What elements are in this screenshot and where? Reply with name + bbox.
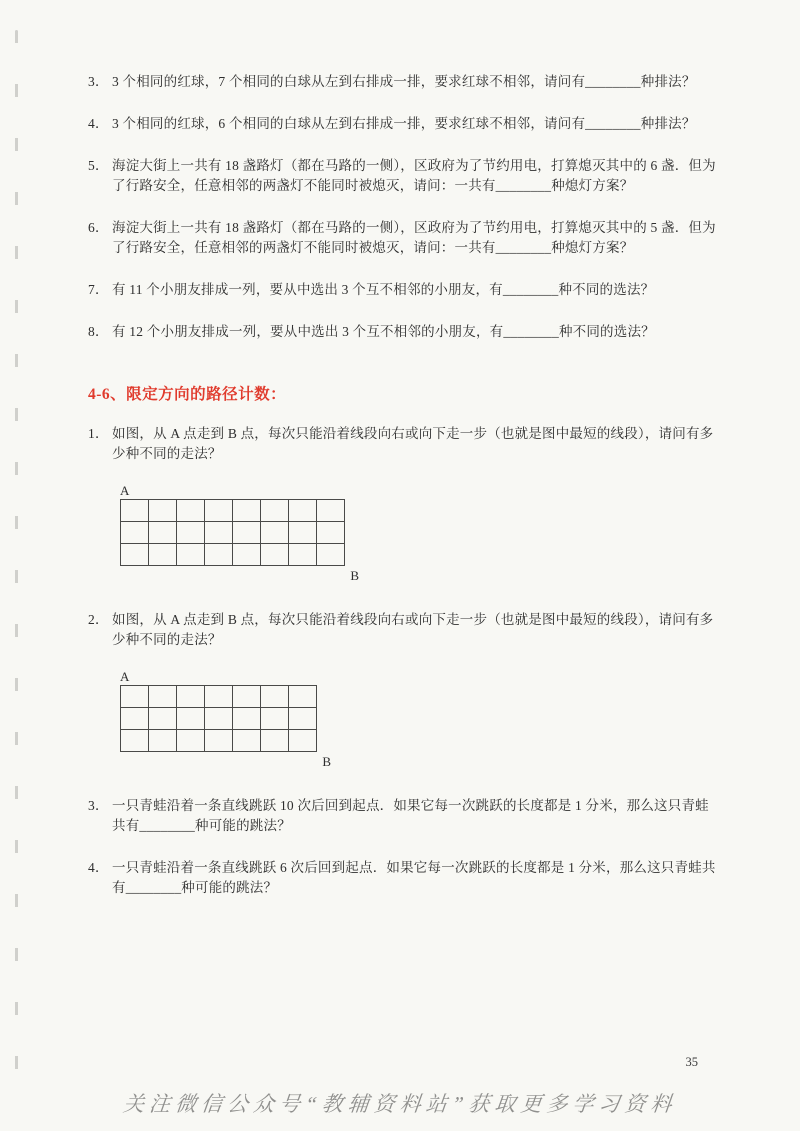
problem-number: 1． [88, 426, 109, 441]
problem-number: 7． [88, 282, 109, 297]
path-grid [120, 499, 345, 566]
footer-watermark: 关注微信公众号“教辅资料站”获取更多学习资料 [121, 1092, 678, 1116]
problem-number: 8． [88, 324, 109, 339]
path-grid-figure-1 [120, 482, 359, 584]
grid-start-label: A [120, 483, 130, 498]
problem-text: 海淀大街上一共有 18 盏路灯（都在马路的一侧），区政府为了节约用电，打算熄灭其中的 5 盏．但为了行路安全，任意相邻的两盏灯不能同时被熄灭，请问：一共有________种熄灯方案？ [112, 220, 716, 255]
problem-number: 4． [88, 116, 109, 131]
problem-number: 6． [88, 220, 109, 235]
section-heading: 4-6、限定方向的路径计数： [88, 386, 287, 403]
problem-number: 3． [88, 798, 109, 813]
spiral-binding-marks [15, 30, 18, 1071]
problem-number: 4． [88, 860, 109, 875]
problem-item [88, 796, 722, 836]
path-grid [120, 685, 317, 752]
page-number: 35 [685, 1055, 698, 1069]
grid-start-label: A [120, 669, 130, 684]
problem-text: 一只青蛙沿着一条直线跳跃 6 次后回到起点．如果它每一次跳跃的长度都是 1 分米，那么这只青蛙共有________种可能的跳法？ [112, 860, 716, 895]
grid-end-label: B [350, 568, 359, 583]
problem-number: 2． [88, 612, 109, 627]
problem-text: 有 12 个小朋友排成一列，要从中选出 3 个互不相邻的小朋友，有________种不同的选法？ [112, 324, 655, 339]
problem-item [88, 114, 722, 134]
problem-text: 3 个相同的红球，6 个相同的白球从左到右排成一排，要求红球不相邻，请问有________种排法？ [112, 116, 696, 131]
problem-item [88, 218, 722, 258]
problem-item [88, 72, 722, 92]
problem-text: 3 个相同的红球，7 个相同的白球从左到右排成一排，要求红球不相邻，请问有________种排法？ [112, 74, 696, 89]
problem-number: 5． [88, 158, 109, 173]
problem-text: 海淀大街上一共有 18 盏路灯（都在马路的一侧），区政府为了节约用电，打算熄灭其中的 6 盏．但为了行路安全，任意相邻的两盏灯不能同时被熄灭，请问：一共有________种熄灯方案？ [112, 158, 716, 193]
problem-number: 3． [88, 74, 109, 89]
problem-text: 一只青蛙沿着一条直线跳跃 10 次后回到起点．如果它每一次跳跃的长度都是 1 分米，那么这只青蛙共有________种可能的跳法？ [112, 798, 709, 833]
page-content [88, 72, 722, 920]
path-grid-figure-2 [120, 668, 331, 770]
problem-item [88, 280, 722, 300]
problem-item [88, 858, 722, 898]
problem-text: 如图，从 A 点走到 B 点，每次只能沿着线段向右或向下走一步（也就是图中最短的线段），请问有多少种不同的走法？ [112, 612, 714, 647]
problem-item [88, 424, 722, 464]
grid-end-label: B [322, 754, 331, 769]
problem-item [88, 610, 722, 650]
problem-text: 如图，从 A 点走到 B 点，每次只能沿着线段向右或向下走一步（也就是图中最短的线段），请问有多少种不同的走法？ [112, 426, 714, 461]
problem-text: 有 11 个小朋友排成一列，要从中选出 3 个互不相邻的小朋友，有________种不同的选法？ [112, 282, 655, 297]
problem-item [88, 322, 722, 342]
problem-item [88, 156, 722, 196]
